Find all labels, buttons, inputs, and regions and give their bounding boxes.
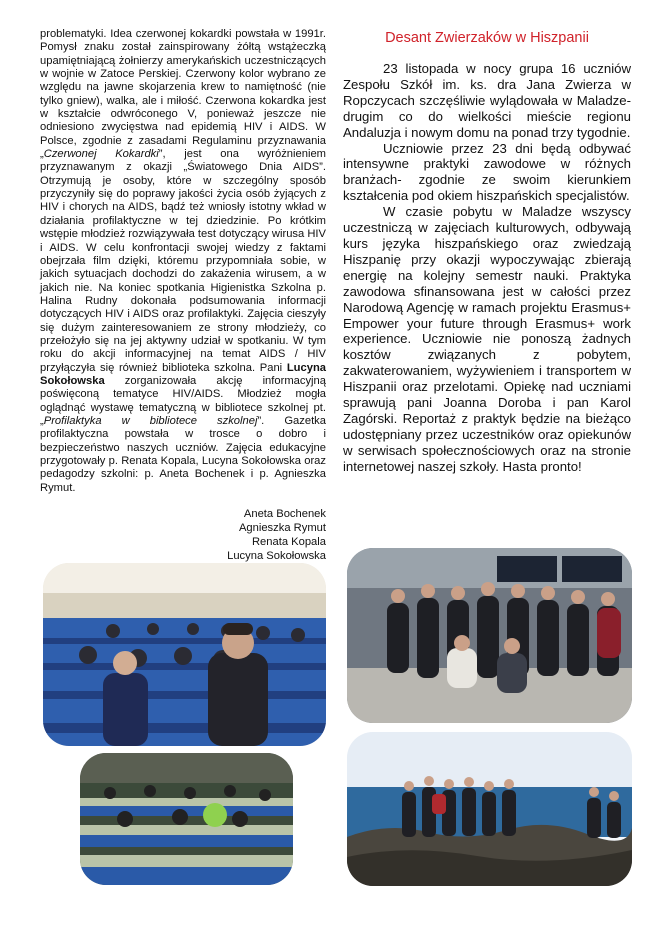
signature: Lucyna Sokołowska: [227, 550, 326, 562]
seaside-group-photo: [347, 732, 632, 886]
signature: Aneta Bochenek: [243, 508, 326, 520]
article-paragraph-2: Uczniowie przez 23 dni będą odbywać intensywne praktyki zawodowe w różnych branżach- zgodnie ze swoim kierunkiem kształcenia pod okiem hiszpańskich specjalistów.: [343, 140, 631, 204]
signatures: [200, 507, 326, 563]
lecture-hall-photo: [43, 563, 326, 746]
article-paragraph-1: 23 listopada w nocy grupa 16 uczniów Zespołu Szkół im. ks. dra Jana Zwierza w Ropczycach szczęśliwie wylądowała w Maladze- drugim co do wielkości mieście regionu Andaluzja i nowym domu na ponad trzy tygodnie.: [343, 61, 631, 140]
left-column-text: [40, 28, 326, 495]
article-title: Desant Zwierzaków w Hiszpanii: [385, 30, 589, 46]
emphasis-exhibition-title: Profilaktyka w bibliotece szkolnej: [43, 414, 258, 427]
aids-article-paragraph: problematyki. Idea czerwonej kokardki powstała w 1991r. Pomysł znaku został zainspirowany żółtą wstążeczką upamiętniającą żołnierzy amerykańskich uczestniczących w wojnie w Zatoce Perskiej. Czerwony kolor wybrano ze względu na jawne skojarzenia krew to namiętność (nie tylko gniew), walka, ale i miłość. Czerwona kokardka jest w kształcie odwróconego V, ponieważ jeszcze nie odniesiono zwycięstwa nad epidemią HIV i AIDS. W Polsce, zgodnie z zasadami Regulaminu przyznawania „Czerwonej Kokardki”, jest ona wyróżnieniem przyznawanym z okazji „Światowego Dnia AIDS”. Otrzymują je osoby, które w szczególny sposób przyczyniły się do poprawy jakości życia osób żyjących z HIV i chorych na AIDS, bądź też wniosły istotny wkład w działania profilaktyczne w tej dziedzinie. Po krótkim wstępie młodzież rozwiązywała test dotyczący wirusa HIV i AIDS. W celu konfrontacji swojej wiedzy z faktami obejrzała film dzięki, któremu przypomniała sobie, w jakich sytuacjach dochodzi do zakażenia wirusem, a w jakich nie. Na koniec spotkania Higienistka Szkolna p. Halina Rudny dokonała podsumowania informacji dotyczących HIV i AIDS oraz profilaktyki. Zajęcia cieszyły się dużym zainteresowaniem ze strony młodzieży, co przełożyło się na jej aktywny udział w spotkaniu. W tym roku do akcji informacyjnej na temat AIDS / HIV przyłączyła się również biblioteka szkolna. Pani Lucyna Sokołowska zorganizowała akcję informacyjną poświęconą tematyce HIV/AIDS. Młodzież mogła oglądnąć wystawę tematyczną w bibliotece szkolnej pt. „Profilaktyka w bibliotece szkolnej”. Gazetka profilaktyczna powstała w trosce o dobro i bezpieczeństwo naszych uczniów. Zajęcia edukacyjne przygotowały p. Renata Kopala, Lucyna Sokołowska oraz pedagodzy szkolni: p. Aneta Bochenek i p. Agnieszka Rymut.: [40, 28, 327, 494]
emphasis-czerwonej-kokardki: Czerwonej Kokardki: [43, 148, 159, 161]
classroom-photo: [80, 753, 293, 885]
name-lucyna-sokolowska: Lucyna Sokołowska: [40, 361, 326, 387]
article-paragraph-3: W czasie pobytu w Maladze wszyscy uczestniczą w zajęciach kulturowych, odbywają kurs języka hiszpańskiego oraz zwiedzają Hiszpanię przy okazji wypoczywając zbierają energię na kolejny semestr nauki. Praktyka zawodowa sfinansowana jest w całości przez Narodową Agencję w ramach projektu Erasmus+ Empower your future through Erasmus+ work experience. Uczniowie nie ponoszą żadnych kosztów związanych z pobytem, zakwaterowaniem, wyżywieniem i transportem w Hiszpanii oraz przelotami. Opiekę nad uczniami sprawują pani Joanna Doroba i pan Karol Zagórski. Reportaż z praktyk będzie na bieżąco udostępniany przez uczestników oraz opiekunów w serwisach społecznościowych oraz na stronie internetowej naszej szkoły. Hasta pronto!: [343, 204, 631, 474]
signature: Agnieszka Rymut: [238, 522, 326, 534]
signature: Renata Kopala: [251, 536, 326, 548]
right-column: [343, 30, 631, 475]
airport-group-photo: [347, 548, 632, 723]
